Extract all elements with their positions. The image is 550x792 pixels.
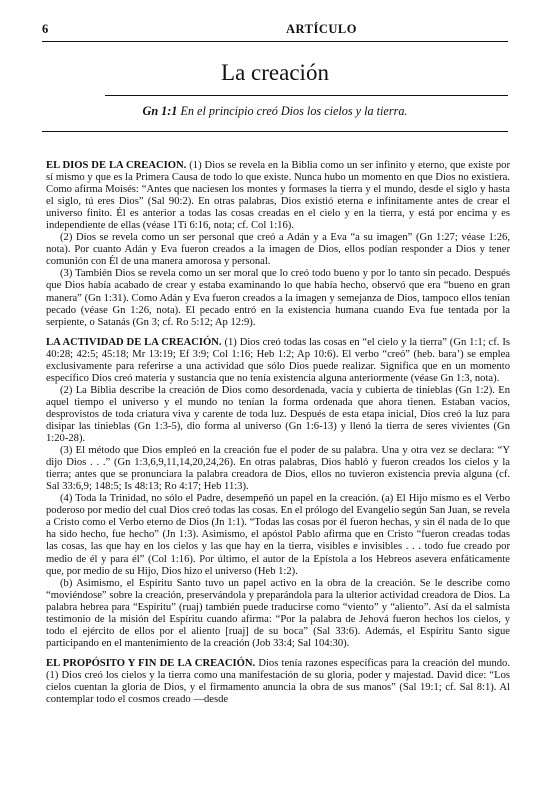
epigraph [42, 104, 508, 119]
article-body [46, 160, 510, 788]
paragraph-text: (2) Dios se revela como un ser personal que creó a Adán y a Eva “a su imagen” (Gn 1:27; véase 1:26, nota). Por cuanto Adán y Eva fueron creados a la imagen de Dios, ellos podían responder a Dios y tener comunión con Él de una manera amorosa y personal. [46, 232, 510, 268]
epigraph-rule [42, 131, 508, 132]
paragraph [46, 658, 510, 706]
section-heading: EL PROPÓSITO Y FIN DE LA CREACIÓN. [46, 657, 256, 669]
section-heading: LA ACTIVIDAD DE LA CREACIÓN. [46, 336, 222, 348]
epigraph-reference: Gn 1:1 [142, 104, 178, 118]
paragraph-text: (2) La Biblia describe la creación de Dios como desordenada, vacía y cubierta de tinieblas (Gn 1:2). En aquel tiempo el universo y el mundo no tenían la forma ordenada que ahora tienen. Estaban vacíos, desprovistos de toda criatura viva y carente de toda luz. Después de esta etapa inicial, Dios creó la luz para disipar las tinieblas (Gn 1:3-5), dio forma al universo (Gn 1:6-13) y llenó la tierra de seres vivientes (Gn 1:20-28). [46, 384, 510, 445]
paragraph-text: (3) El método que Dios empleó en la creación fue el poder de su palabra. Una y otra vez se declara: “Y dijo Dios . . .” (Gn 1:3,6,9,11,14,20,24,26). En otras palabras, Dios habló y fueron creados los cielos y la tierra; antes que se pronunciara la palabra creadora de Dios, ellos no tuvieron existencia previa alguna (cf. Sal 33:6,9; 148:5; Is 48:13; Ro 4:17; Heb 11:3). [46, 445, 510, 493]
paragraph [46, 268, 510, 328]
paragraph [46, 385, 510, 445]
paragraph [46, 445, 510, 493]
paragraph-text: (1) Dios creó todas las cosas en “el cielo y la tierra” (Gn 1:1; cf. Is 40:28; 42:5; 45:18; Mr 13:19; Ef 3:9; Col 1:16; Heb 1:2; Ap 10:6). El verbo “creó” (heb. bara’) se emplea exclusivamente para referirse a una actividad que sólo Dios puede realizar. Significa que en un momento específico Dios creó materia y sustancia que no tenía existencia alguna anteriormente (véase Gn 1:3, nota). [46, 336, 510, 384]
paragraph [46, 160, 510, 232]
paragraph-text: (4) Toda la Trinidad, no sólo el Padre, desempeñó un papel en la creación. (a) El Hijo mismo es el Verbo poderoso por medio del cual Dios creó todas las cosas. En el prólogo del Evangelio según San Juan, se revela a Cristo como el Verbo eterno de Dios (Jn 1:1). “Todas las cosas por él fueron hechas, y sin él nada de lo que ha sido hecho, fue hecho” (Jn 1:3). Asimismo, el apóstol Pablo afirma que en Cristo “fueron creadas todas las cosas, las que hay en los cielos y las que hay en la tierra, visibles e invisibles . . . todo fue creado por medio de él y para él” (Col 1:16). Por último, el autor de la Epístola a los Hebreos asevera enfáticamente que, por medio de su Hijo, Dios hizo el universo (Heb 1:2). [46, 493, 510, 577]
paragraph [46, 337, 510, 385]
section-label: ARTÍCULO [286, 22, 357, 36]
paragraph-text: Dios tenía razones específicas para la creación del mundo. (1) Dios creó los cielos y la tierra como una manifestación de su gloria, poder y majestad. David dice: “Los cielos cuentan la gloria de Dios, y el firmamento anuncia la obra de sus manos” (Sal 19:1; cf. Sal 8:1). Al contemplar todo el cosmos creado —desde [46, 657, 510, 706]
paragraph-text: (1) Dios se revela en la Biblia como un ser infinito y eterno, que existe por sí mismo y que es la Primera Causa de todo lo que existe. Nunca hubo un momento en que Dios no existiera. Como afirma Moisés: “Antes que naciesen los montes y formases la tierra y el mundo, desde el siglo y hasta el siglo, tú eres Dios” (Sal 90:2). En otras palabras, Dios existió eterna e infinitamente antes de crear el universo finito. Él es anterior a todas las cosas creadas en el cielo y en la tierra, y está por encima y es independiente de ellas (véase 1Ti 6:16, nota; cf. Col 1:16). [46, 160, 510, 232]
paragraph [46, 578, 510, 650]
paragraph [46, 493, 510, 577]
article-title: La creación [221, 60, 329, 85]
page-number: 6 [42, 22, 49, 36]
epigraph-text: En el principio creó Dios los cielos y la tierra. [180, 104, 408, 118]
paragraph [46, 232, 510, 268]
header-rule [42, 41, 508, 42]
paragraph-text: (b) Asimismo, el Espíritu Santo tuvo un papel activo en la obra de la creación. Se le describe como “moviéndose” sobre la creación, preservándola y preparándola para la ulterior actividad creadora de Dios. La palabra hebrea para “Espíritu” (ruaj) también puede traducirse como “viento” y “aliento”. Así da el salmista testimonio de la misión del Espíritu cuando afirma: “Por la palabra de Jehová fueron hechos los cielos, y todo el ejército de ellos por el aliento [ruaj] de su boca” (Sal 33:6). Además, el Espíritu Santo sigue participando en el mantenimiento de la creación (Job 33:4; Sal 104:30). [46, 577, 510, 649]
section-heading: EL DIOS DE LA CREACIÓN. [46, 160, 187, 171]
title-rule [105, 95, 508, 96]
paragraph-text: (3) También Dios se revela como un ser moral que lo creó todo bueno y por lo tanto sin pecado. Después que Dios había acabado de crear y estaba examinando lo que había hecho, observó que era “bueno en gran manera” (Gn 1:31). Como Adán y Eva fueron creados a la imagen y semejanza de Dios, tampoco ellos tenían pecado (véase Gn 1:26, nota). El pecado entró en la existencia humana cuando Eva fue tentada por la serpiente, o Satanás (Gn 3; cf. Ro 5:12; Ap 12:9). [46, 268, 510, 328]
running-header [42, 22, 508, 40]
